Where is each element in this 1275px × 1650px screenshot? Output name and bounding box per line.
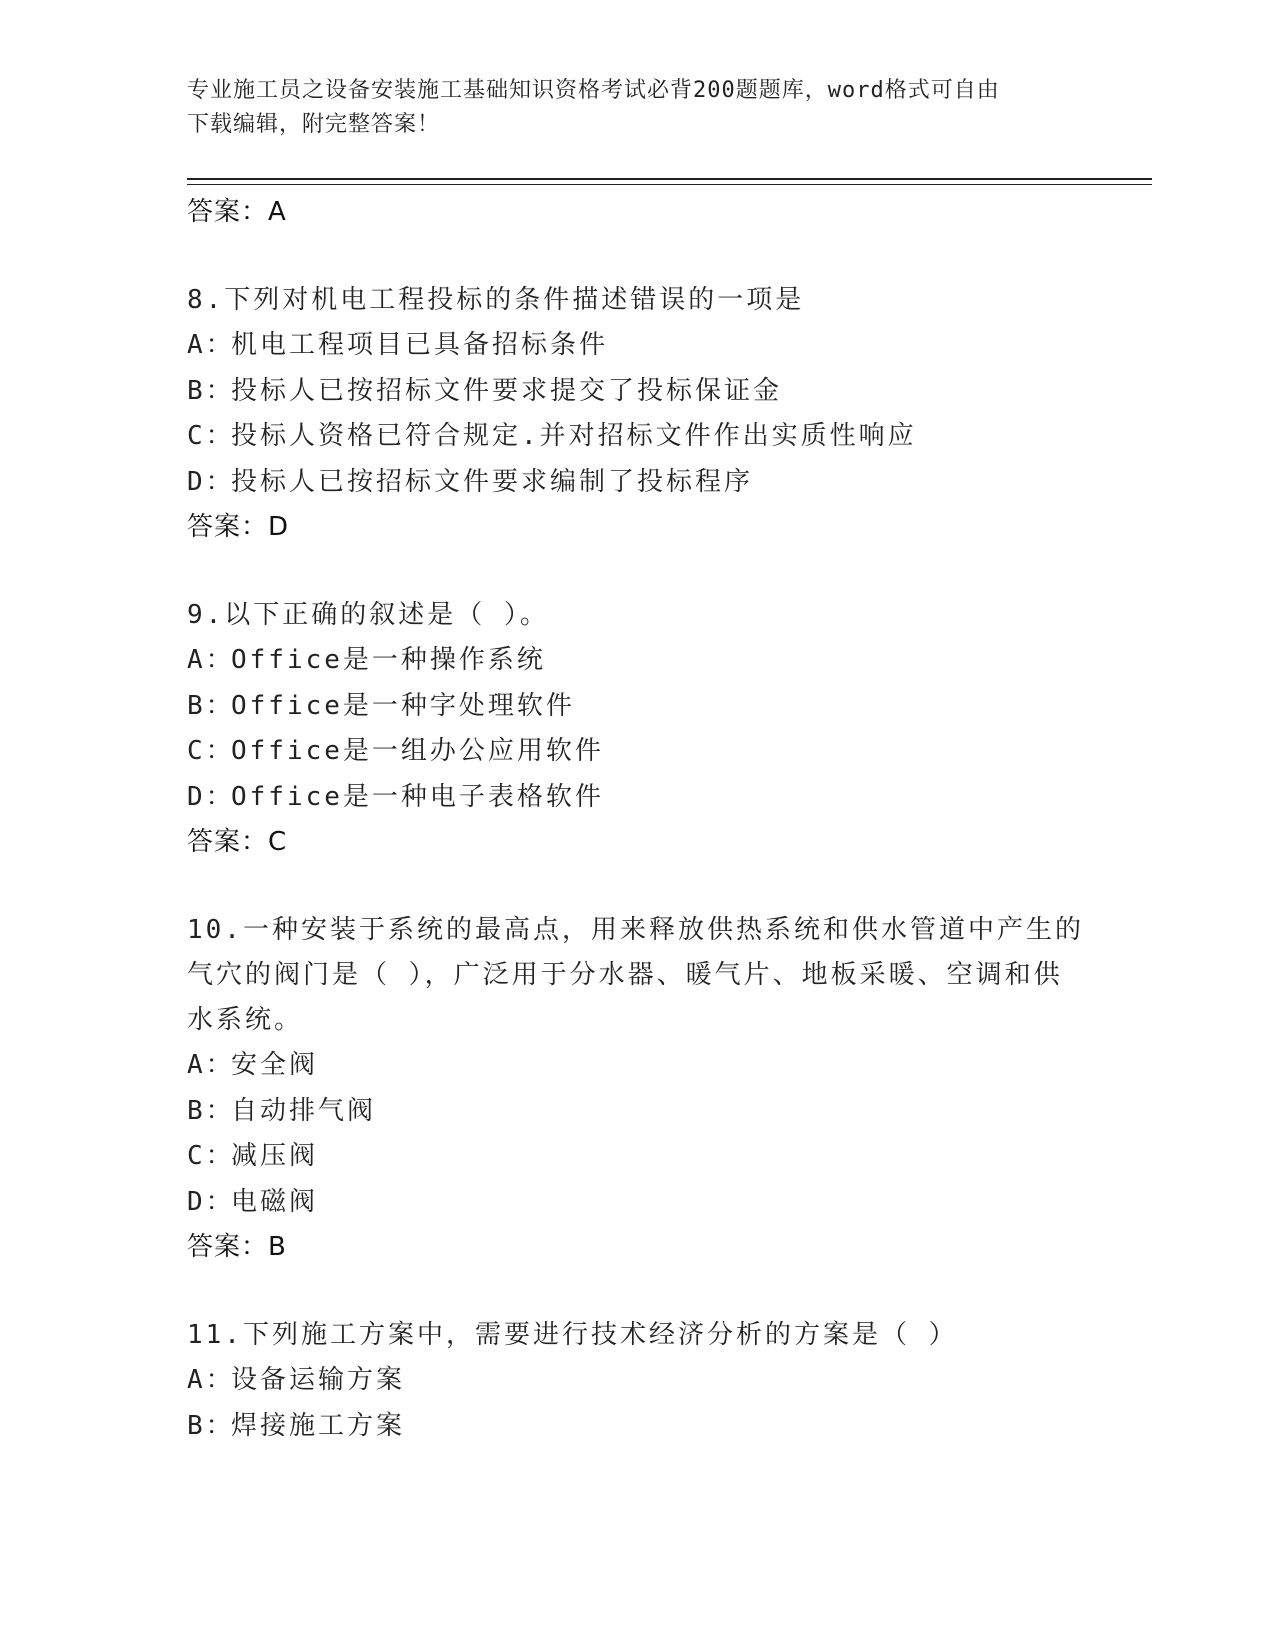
question-text: 10.一种安装于系统的最高点，用来释放供热系统和供水管道中产生的气穴的阀门是（ ），广泛用于分水器、暖气片、地板采暖、空调和供水系统。: [187, 915, 1084, 1035]
answer-line: 答案：B: [187, 1232, 287, 1262]
option-label: A：: [187, 1050, 235, 1080]
option-label: C：: [187, 736, 235, 766]
question-8: [187, 278, 1087, 549]
option-text: 自动排气阀: [231, 1095, 377, 1126]
question-text: 11.下列施工方案中，需要进行技术经济分析的方案是（ ）: [187, 1320, 958, 1350]
option-text: 焊接施工方案: [231, 1410, 406, 1441]
answer-line: 答案：A: [187, 197, 287, 227]
option-label: D：: [187, 466, 235, 497]
option-text: 安全阀: [231, 1050, 319, 1080]
option-label: B：: [187, 1095, 235, 1126]
option-label: A：: [187, 645, 235, 675]
option-label: D：: [187, 781, 235, 812]
option-b: [187, 369, 1087, 415]
option-c: [187, 1134, 1087, 1180]
option-a: [187, 638, 1087, 684]
answer-line: 答案：C: [187, 827, 288, 857]
option-label: A：: [187, 330, 235, 360]
question-text: 8.下列对机电工程投标的条件描述错误的一项是: [187, 285, 805, 315]
option-label: C：: [187, 1141, 235, 1171]
option-b: [187, 1404, 1087, 1450]
question-10: [187, 908, 1087, 1269]
question-11: [187, 1313, 1087, 1449]
option-d: [187, 1180, 1087, 1226]
question-text: 9.以下正确的叙述是（ ）。: [187, 600, 549, 630]
option-b: [187, 1089, 1087, 1135]
option-label: B：: [187, 375, 235, 406]
option-c: [187, 414, 1087, 460]
header-divider-thin: [187, 184, 1152, 185]
option-d: [187, 775, 1087, 821]
option-label: B：: [187, 690, 235, 721]
option-text: 设备运输方案: [231, 1365, 406, 1395]
option-label: D：: [187, 1186, 235, 1217]
option-label: A：: [187, 1365, 235, 1395]
header-divider-thick: [187, 178, 1152, 180]
option-a: [187, 323, 1087, 369]
option-text: Office是一种电子表格软件: [231, 781, 604, 812]
document-header: [187, 74, 1067, 142]
option-b: [187, 684, 1087, 730]
header-line-2: 下载编辑，附完整答案！: [187, 112, 441, 137]
answer-line: 答案：D: [187, 512, 290, 542]
question-9: [187, 593, 1087, 864]
option-text: Office是一组办公应用软件: [231, 736, 604, 766]
option-text: Office是一种字处理软件: [231, 690, 575, 721]
option-a: [187, 1043, 1087, 1089]
option-text: 投标人资格已符合规定.并对招标文件作出实质性响应: [231, 421, 917, 451]
option-text: 电磁阀: [231, 1186, 319, 1217]
question-list: [187, 190, 1087, 1493]
option-text: 机电工程项目已具备招标条件: [231, 330, 609, 360]
header-line-1: 专业施工员之设备安装施工基础知识资格考试必背200题题库，word格式可自由: [187, 78, 1000, 103]
option-d: [187, 460, 1087, 506]
option-c: [187, 729, 1087, 775]
option-text: 减压阀: [231, 1141, 319, 1171]
option-text: Office是一种操作系统: [231, 645, 546, 675]
option-text: 投标人已按招标文件要求提交了投标保证金: [231, 375, 783, 406]
option-label: B：: [187, 1410, 235, 1441]
option-text: 投标人已按招标文件要求编制了投标程序: [231, 466, 754, 497]
option-a: [187, 1358, 1087, 1404]
option-label: C：: [187, 421, 235, 451]
